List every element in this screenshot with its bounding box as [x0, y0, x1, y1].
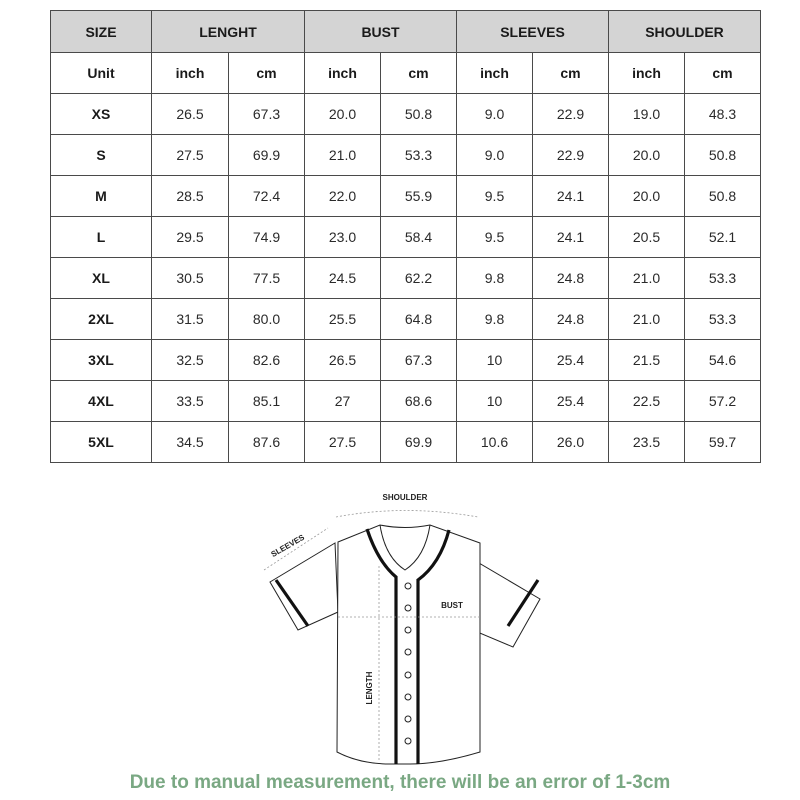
measurement-cell: 23.0	[305, 217, 381, 258]
measurement-cell: 9.0	[457, 135, 533, 176]
measurement-cell: 20.0	[609, 176, 685, 217]
measurement-cell: 24.5	[305, 258, 381, 299]
measurement-cell: 27	[305, 381, 381, 422]
measurement-error-note: Due to manual measurement, there will be an error of 1-3cm	[129, 772, 671, 793]
measurement-cell: 9.5	[457, 176, 533, 217]
size-label: L	[51, 217, 152, 258]
measurement-cell: 67.3	[381, 340, 457, 381]
measurement-cell: 20.0	[609, 135, 685, 176]
size-row	[51, 258, 761, 299]
size-label: 4XL	[51, 381, 152, 422]
measurement-cell: 33.5	[152, 381, 229, 422]
measurement-cell: 23.5	[609, 422, 685, 463]
measurement-cell: 9.0	[457, 94, 533, 135]
measurement-cell: 22.0	[305, 176, 381, 217]
unit-cell: cm	[685, 53, 761, 94]
jersey-measurement-diagram	[250, 482, 560, 772]
header-length: LENGHT	[152, 11, 305, 53]
measurement-cell: 50.8	[685, 176, 761, 217]
measurement-cell: 9.8	[457, 258, 533, 299]
unit-cell: inch	[457, 53, 533, 94]
measurement-cell: 80.0	[229, 299, 305, 340]
measurement-cell: 22.9	[533, 94, 609, 135]
measurement-cell: 24.1	[533, 176, 609, 217]
size-row	[51, 135, 761, 176]
measurement-cell: 77.5	[229, 258, 305, 299]
measurement-cell: 50.8	[381, 94, 457, 135]
size-row	[51, 217, 761, 258]
size-row	[51, 381, 761, 422]
size-row	[51, 340, 761, 381]
measurement-cell: 9.5	[457, 217, 533, 258]
measurement-cell: 68.6	[381, 381, 457, 422]
measurement-cell: 58.4	[381, 217, 457, 258]
measurement-cell: 30.5	[152, 258, 229, 299]
measurement-cell: 21.0	[609, 258, 685, 299]
measurement-cell: 26.5	[152, 94, 229, 135]
label-bust: BUST	[441, 601, 463, 610]
label-length: LENGTH	[365, 671, 374, 705]
measurement-cell: 74.9	[229, 217, 305, 258]
size-label: S	[51, 135, 152, 176]
measurement-cell: 87.6	[229, 422, 305, 463]
measurement-cell: 21.5	[609, 340, 685, 381]
header-shoulder: SHOULDER	[609, 11, 761, 53]
measurement-cell: 24.8	[533, 299, 609, 340]
measurement-cell: 50.8	[685, 135, 761, 176]
measurement-cell: 85.1	[229, 381, 305, 422]
header-row	[51, 11, 761, 53]
size-row	[51, 176, 761, 217]
measurement-cell: 10.6	[457, 422, 533, 463]
jersey-outline	[270, 525, 540, 764]
size-label: 3XL	[51, 340, 152, 381]
unit-cell: inch	[609, 53, 685, 94]
measurement-cell: 34.5	[152, 422, 229, 463]
measurement-cell: 53.3	[685, 299, 761, 340]
measurement-cell: 55.9	[381, 176, 457, 217]
measurement-cell: 25.4	[533, 381, 609, 422]
measurement-cell: 19.0	[609, 94, 685, 135]
size-row	[51, 299, 761, 340]
measurement-cell: 24.8	[533, 258, 609, 299]
size-row	[51, 422, 761, 463]
measurement-cell: 82.6	[229, 340, 305, 381]
measurement-cell: 27.5	[152, 135, 229, 176]
measurement-cell: 9.8	[457, 299, 533, 340]
measurement-cell: 26.0	[533, 422, 609, 463]
measurement-cell: 57.2	[685, 381, 761, 422]
unit-cell: cm	[381, 53, 457, 94]
measurement-cell: 64.8	[381, 299, 457, 340]
measurement-cell: 10	[457, 381, 533, 422]
measurement-cell: 28.5	[152, 176, 229, 217]
measurement-cell: 10	[457, 340, 533, 381]
size-label: 2XL	[51, 299, 152, 340]
measurement-cell: 32.5	[152, 340, 229, 381]
measurement-cell: 52.1	[685, 217, 761, 258]
measurement-cell: 67.3	[229, 94, 305, 135]
measurement-cell: 20.0	[305, 94, 381, 135]
label-shoulder: SHOULDER	[382, 493, 428, 502]
unit-cell: cm	[229, 53, 305, 94]
unit-label: Unit	[51, 53, 152, 94]
measurement-cell: 69.9	[229, 135, 305, 176]
measurement-cell: 53.3	[685, 258, 761, 299]
unit-row	[51, 53, 761, 94]
size-label: XS	[51, 94, 152, 135]
measurement-cell: 69.9	[381, 422, 457, 463]
label-sleeves: SLEEVES	[269, 532, 306, 559]
measurement-cell: 27.5	[305, 422, 381, 463]
size-row	[51, 94, 761, 135]
size-chart-table	[50, 10, 761, 463]
size-label: XL	[51, 258, 152, 299]
unit-cell: inch	[305, 53, 381, 94]
measurement-cell: 25.4	[533, 340, 609, 381]
measurement-cell: 22.5	[609, 381, 685, 422]
unit-cell: inch	[152, 53, 229, 94]
measurement-cell: 24.1	[533, 217, 609, 258]
measurement-cell: 59.7	[685, 422, 761, 463]
unit-cell: cm	[533, 53, 609, 94]
measurement-cell: 62.2	[381, 258, 457, 299]
measurement-cell: 31.5	[152, 299, 229, 340]
measurement-cell: 21.0	[609, 299, 685, 340]
size-label: M	[51, 176, 152, 217]
measurement-cell: 48.3	[685, 94, 761, 135]
measurement-cell: 29.5	[152, 217, 229, 258]
measurement-cell: 25.5	[305, 299, 381, 340]
measurement-cell: 54.6	[685, 340, 761, 381]
size-label: 5XL	[51, 422, 152, 463]
measurement-cell: 53.3	[381, 135, 457, 176]
header-size: SIZE	[51, 11, 152, 53]
header-sleeves: SLEEVES	[457, 11, 609, 53]
measurement-cell: 72.4	[229, 176, 305, 217]
header-bust: BUST	[305, 11, 457, 53]
measurement-cell: 20.5	[609, 217, 685, 258]
measurement-cell: 26.5	[305, 340, 381, 381]
measurement-cell: 22.9	[533, 135, 609, 176]
measurement-cell: 21.0	[305, 135, 381, 176]
